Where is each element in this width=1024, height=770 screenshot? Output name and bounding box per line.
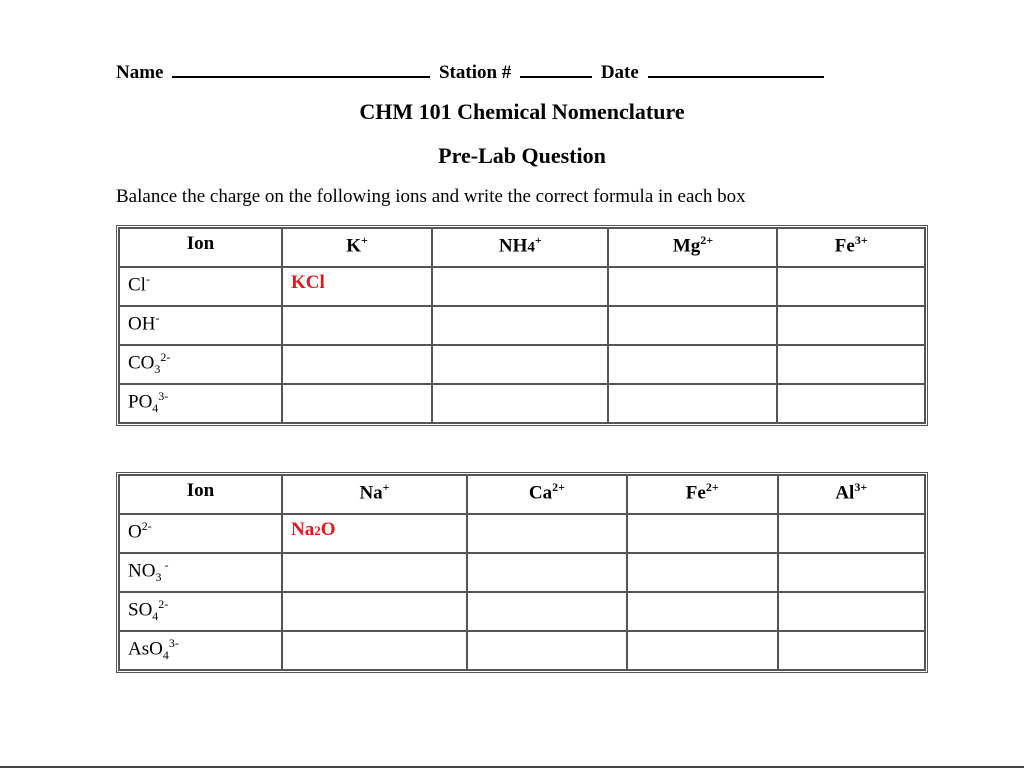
table-row — [119, 306, 925, 345]
nomenclature-table-2 — [116, 472, 928, 673]
nomenclature-table-1 — [116, 225, 928, 426]
answer-cell[interactable] — [627, 514, 778, 553]
answer-cell[interactable] — [282, 267, 432, 306]
ion-header: Ion — [119, 228, 282, 267]
answer-cell[interactable] — [467, 514, 627, 553]
answer-cell[interactable] — [467, 553, 627, 592]
table-header-row — [119, 475, 925, 514]
example-answer: Na2O — [291, 519, 336, 540]
anion-label: $O^{2-}$ — [119, 514, 282, 553]
table-row — [119, 631, 925, 670]
answer-cell[interactable] — [627, 592, 778, 631]
anion-label: AsO$_4^{3-}$ — [119, 631, 282, 670]
answer-cell[interactable] — [432, 267, 608, 306]
cation-header: K+ — [282, 228, 432, 267]
name-label: Name — [116, 62, 164, 83]
anion-label: $PO_4^{3-}$ — [119, 384, 282, 423]
station-label: Station # — [438, 62, 512, 83]
prelab-title: Pre-Lab Question — [438, 143, 606, 168]
answer-cell[interactable] — [627, 553, 778, 592]
answer-cell[interactable] — [627, 631, 778, 670]
answer-cell[interactable] — [778, 592, 926, 631]
station-blank[interactable] — [520, 58, 592, 78]
anion-label: Cl- — [119, 267, 282, 306]
name-blank[interactable] — [172, 58, 430, 78]
answer-cell[interactable] — [608, 306, 777, 345]
table-row — [119, 345, 925, 384]
cation-header: $Mg^{2+}$ — [608, 228, 777, 267]
answer-cell[interactable] — [777, 306, 925, 345]
answer-cell[interactable] — [282, 553, 467, 592]
answer-cell[interactable] — [282, 345, 432, 384]
table-row — [119, 592, 925, 631]
answer-cell[interactable] — [282, 384, 432, 423]
cation-header: Na+ — [282, 475, 467, 514]
cation-header: $Ca^{2+}$ — [467, 475, 627, 514]
answer-cell[interactable] — [777, 345, 925, 384]
answer-cell[interactable] — [282, 631, 467, 670]
anion-label: OH- — [119, 306, 282, 345]
anion-label: $SO_4^{2-}$ — [119, 592, 282, 631]
answer-cell[interactable] — [432, 306, 608, 345]
date-label: Date — [600, 62, 639, 83]
answer-cell[interactable] — [282, 306, 432, 345]
table-row — [119, 514, 925, 553]
answer-cell[interactable] — [432, 384, 608, 423]
answer-cell[interactable] — [778, 514, 926, 553]
cation-header: $Al^{3+}$ — [778, 475, 926, 514]
cation-header: $Fe^{2+}$ — [627, 475, 778, 514]
answer-cell[interactable] — [777, 267, 925, 306]
header-fields — [116, 58, 828, 84]
ion-header: Ion — [119, 475, 282, 514]
example-answer: KCl — [291, 272, 325, 293]
anion-label: $NO_3$ - — [119, 553, 282, 592]
date-blank[interactable] — [648, 58, 824, 78]
answer-cell[interactable] — [432, 345, 608, 384]
page-bottom-divider — [0, 766, 1024, 768]
table-row — [119, 553, 925, 592]
cation-header: NH4+ — [432, 228, 608, 267]
anion-label: $CO_3^{2-}$ — [119, 345, 282, 384]
answer-cell[interactable] — [282, 514, 467, 553]
answer-cell[interactable] — [778, 631, 926, 670]
answer-cell[interactable] — [778, 553, 926, 592]
table-row — [119, 384, 925, 423]
instructions: Balance the charge on the following ions and write the correct formula in each box — [116, 186, 746, 207]
table-row — [119, 267, 925, 306]
answer-cell[interactable] — [467, 631, 627, 670]
answer-cell[interactable] — [467, 592, 627, 631]
course-title: CHM 101 Chemical Nomenclature — [359, 99, 685, 124]
answer-cell[interactable] — [282, 592, 467, 631]
answer-cell[interactable] — [608, 345, 777, 384]
cation-header: $Fe^{3+}$ — [777, 228, 925, 267]
answer-cell[interactable] — [608, 384, 777, 423]
answer-cell[interactable] — [608, 267, 777, 306]
table-header-row — [119, 228, 925, 267]
answer-cell[interactable] — [777, 384, 925, 423]
